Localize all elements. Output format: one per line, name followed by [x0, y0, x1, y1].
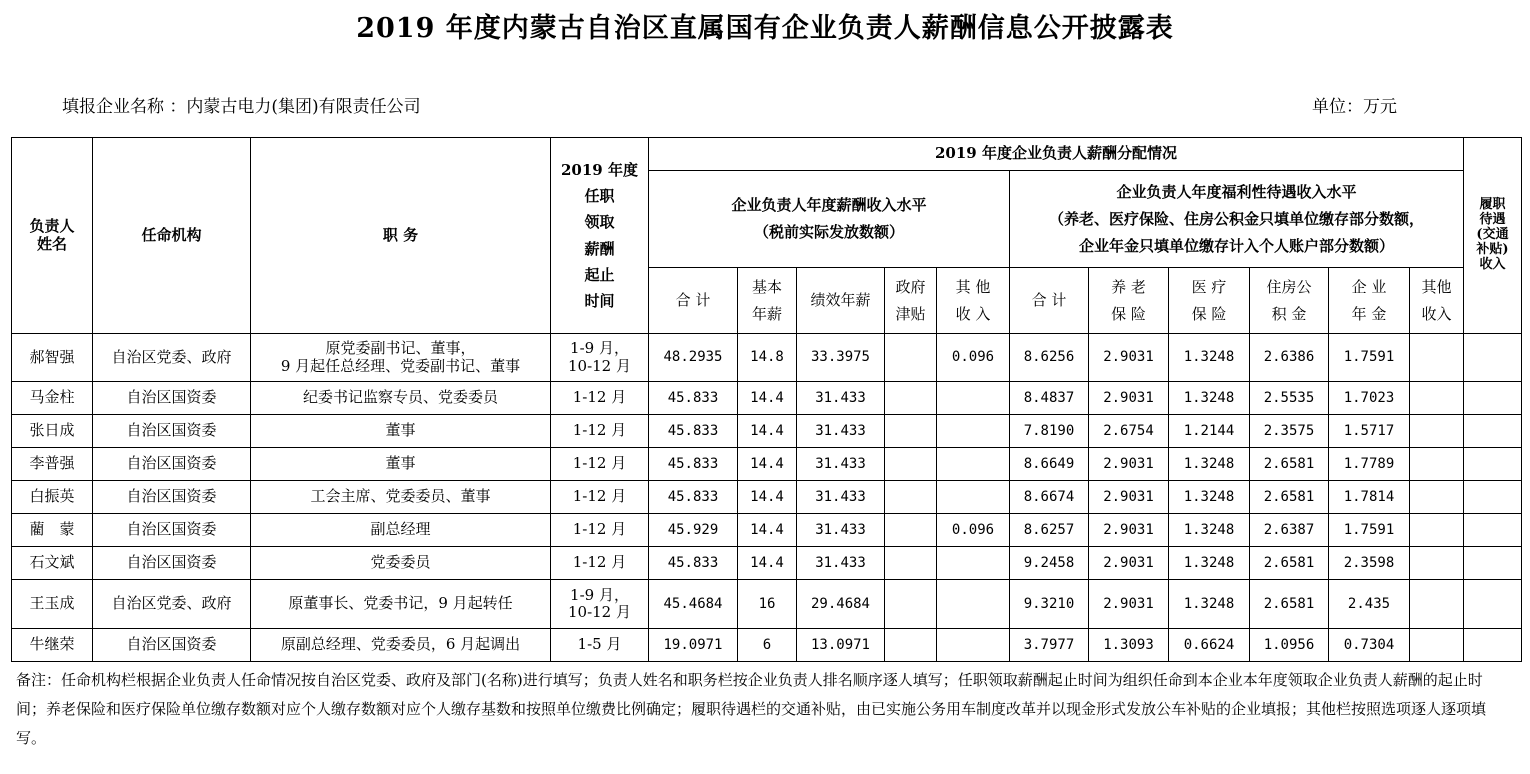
cell-welfare-total: 8.6256 [1010, 334, 1089, 382]
col-header-distribution: 2019 年度企业负责人薪酬分配情况 [649, 138, 1464, 171]
cell-position: 工会主席、党委委员、董事 [251, 481, 551, 514]
cell-org: 自治区国资委 [93, 547, 251, 580]
cell-org: 自治区党委、政府 [93, 334, 251, 382]
cell-salary-other: 0.096 [937, 514, 1010, 547]
cell-salary-other [937, 448, 1010, 481]
cell-base-salary: 14.4 [738, 547, 797, 580]
cell-annuity: 1.7023 [1329, 382, 1410, 415]
cell-medical: 1.3248 [1169, 547, 1250, 580]
cell-period: 1-12 月 [551, 382, 649, 415]
cell-gov-allowance [885, 481, 937, 514]
cell-housing-fund: 2.5535 [1250, 382, 1329, 415]
cell-welfare-other [1410, 415, 1464, 448]
cell-medical: 1.3248 [1169, 448, 1250, 481]
table-row [12, 448, 1522, 481]
cell-housing-fund: 2.6581 [1250, 547, 1329, 580]
cell-base-salary: 14.8 [738, 334, 797, 382]
cell-annuity: 1.7591 [1329, 514, 1410, 547]
company-name-label: 填报企业名称 ：内蒙古电力(集团)有限责任公司 [62, 97, 421, 117]
cell-duty-allowance [1464, 547, 1522, 580]
cell-name: 王玉成 [12, 580, 93, 629]
cell-salary-total: 45.833 [649, 415, 738, 448]
cell-position: 副总经理 [251, 514, 551, 547]
cell-welfare-other [1410, 580, 1464, 629]
cell-gov-allowance [885, 514, 937, 547]
cell-welfare-total: 7.8190 [1010, 415, 1089, 448]
cell-performance-salary: 31.433 [797, 415, 885, 448]
cell-gov-allowance [885, 580, 937, 629]
cell-housing-fund: 2.6581 [1250, 448, 1329, 481]
cell-housing-fund: 2.6581 [1250, 580, 1329, 629]
cell-salary-other [937, 629, 1010, 662]
cell-salary-total: 45.833 [649, 382, 738, 415]
cell-annuity: 0.7304 [1329, 629, 1410, 662]
cell-position: 原副总经理、党委委员，6 月起调出 [251, 629, 551, 662]
cell-housing-fund: 2.3575 [1250, 415, 1329, 448]
table-row [12, 481, 1522, 514]
cell-org: 自治区国资委 [93, 382, 251, 415]
cell-welfare-other [1410, 547, 1464, 580]
col-header-annuity: 企 业 年 金 [1329, 268, 1410, 334]
cell-pension: 2.6754 [1089, 415, 1169, 448]
cell-period: 1-9 月， 10-12 月 [551, 580, 649, 629]
cell-housing-fund: 2.6387 [1250, 514, 1329, 547]
cell-performance-salary: 31.433 [797, 481, 885, 514]
table-row [12, 547, 1522, 580]
cell-salary-total: 45.833 [649, 448, 738, 481]
cell-base-salary: 14.4 [738, 448, 797, 481]
cell-org: 自治区党委、政府 [93, 580, 251, 629]
cell-position: 董事 [251, 448, 551, 481]
cell-position: 纪委书记监察专员、党委委员 [251, 382, 551, 415]
col-header-salary-group: 企业负责人年度薪酬收入水平 （税前实际发放数额） [649, 171, 1010, 268]
cell-salary-other [937, 481, 1010, 514]
cell-name: 藺 蒙 [12, 514, 93, 547]
cell-pension: 2.9031 [1089, 334, 1169, 382]
cell-salary-other [937, 382, 1010, 415]
col-header-housing-fund: 住房公 积 金 [1250, 268, 1329, 334]
cell-position: 党委委员 [251, 547, 551, 580]
cell-name: 马金柱 [12, 382, 93, 415]
cell-welfare-total: 8.6649 [1010, 448, 1089, 481]
col-header-duty-allowance: 履职 待遇 (交通 补贴) 收入 [1464, 138, 1522, 334]
cell-welfare-total: 8.6257 [1010, 514, 1089, 547]
cell-welfare-total: 3.7977 [1010, 629, 1089, 662]
col-header-salary-other: 其 他 收 入 [937, 268, 1010, 334]
cell-housing-fund: 1.0956 [1250, 629, 1329, 662]
cell-medical: 1.3248 [1169, 580, 1250, 629]
cell-salary-total: 45.4684 [649, 580, 738, 629]
cell-gov-allowance [885, 448, 937, 481]
col-header-performance-salary: 绩效年薪 [797, 268, 885, 334]
cell-annuity: 1.7789 [1329, 448, 1410, 481]
cell-gov-allowance [885, 547, 937, 580]
cell-welfare-other [1410, 334, 1464, 382]
cell-welfare-other [1410, 481, 1464, 514]
col-header-name: 负责人 姓名 [12, 138, 93, 334]
cell-position: 董事 [251, 415, 551, 448]
header-row-1 [12, 138, 1522, 171]
cell-pension: 2.9031 [1089, 448, 1169, 481]
cell-welfare-total: 8.6674 [1010, 481, 1089, 514]
cell-org: 自治区国资委 [93, 514, 251, 547]
cell-gov-allowance [885, 415, 937, 448]
cell-welfare-other [1410, 629, 1464, 662]
cell-salary-other [937, 547, 1010, 580]
unit-label: 单位：万元 [1312, 97, 1397, 117]
cell-welfare-total: 9.2458 [1010, 547, 1089, 580]
cell-medical: 1.3248 [1169, 382, 1250, 415]
cell-salary-total: 45.833 [649, 481, 738, 514]
cell-period: 1-9 月， 10-12 月 [551, 334, 649, 382]
cell-pension: 2.9031 [1089, 514, 1169, 547]
cell-welfare-other [1410, 382, 1464, 415]
cell-annuity: 1.7814 [1329, 481, 1410, 514]
cell-annuity: 2.3598 [1329, 547, 1410, 580]
cell-base-salary: 14.4 [738, 415, 797, 448]
table-row [12, 415, 1522, 448]
cell-period: 1-12 月 [551, 514, 649, 547]
cell-name: 牛继荣 [12, 629, 93, 662]
cell-period: 1-5 月 [551, 629, 649, 662]
cell-performance-salary: 13.0971 [797, 629, 885, 662]
cell-salary-other [937, 415, 1010, 448]
cell-duty-allowance [1464, 382, 1522, 415]
cell-duty-allowance [1464, 415, 1522, 448]
cell-salary-other [937, 580, 1010, 629]
table-row [12, 580, 1522, 629]
cell-base-salary: 6 [738, 629, 797, 662]
cell-annuity: 1.5717 [1329, 415, 1410, 448]
col-header-pension: 养 老 保 险 [1089, 268, 1169, 334]
cell-housing-fund: 2.6581 [1250, 481, 1329, 514]
cell-gov-allowance [885, 382, 937, 415]
cell-salary-total: 19.0971 [649, 629, 738, 662]
cell-org: 自治区国资委 [93, 629, 251, 662]
cell-org: 自治区国资委 [93, 448, 251, 481]
cell-performance-salary: 31.433 [797, 547, 885, 580]
cell-performance-salary: 31.433 [797, 514, 885, 547]
cell-medical: 1.3248 [1169, 481, 1250, 514]
cell-name: 张日成 [12, 415, 93, 448]
cell-base-salary: 16 [738, 580, 797, 629]
cell-salary-total: 48.2935 [649, 334, 738, 382]
table-row [12, 382, 1522, 415]
cell-pension: 2.9031 [1089, 481, 1169, 514]
cell-gov-allowance [885, 629, 937, 662]
cell-pension: 1.3093 [1089, 629, 1169, 662]
table-row [12, 514, 1522, 547]
footnote: 备注：任命机构栏根据企业负责人任命情况按自治区党委、政府及部门(名称)进行填写；负责人姓名和职务栏按企业负责人排名顺序逐人填写；任职领取薪酬起止时间为组织任命到本企业本年度领取企业负责人薪酬的起止时间；养老保险和医疗保险单位缴存数额对应个人缴存数额对应个人缴存基数和按照单位缴费比例确定；履职待遇栏的交通补贴，由已实施公务用车制度改革并以现金形式发放公车补贴的企业填报；其他栏按照选项逐人逐项填写。 [16, 671, 1487, 747]
cell-duty-allowance [1464, 334, 1522, 382]
cell-duty-allowance [1464, 448, 1522, 481]
cell-position: 原董事长、党委书记，9 月起转任 [251, 580, 551, 629]
cell-period: 1-12 月 [551, 547, 649, 580]
col-header-salary-total: 合 计 [649, 268, 738, 334]
cell-position: 原党委副书记、董事， 9 月起任总经理、党委副书记、董事 [251, 334, 551, 382]
col-header-position: 职 务 [251, 138, 551, 334]
table-row [12, 629, 1522, 662]
table-row [12, 334, 1522, 382]
cell-name: 石文斌 [12, 547, 93, 580]
salary-table [11, 137, 1522, 662]
cell-annuity: 1.7591 [1329, 334, 1410, 382]
col-header-gov-allowance: 政府 津贴 [885, 268, 937, 334]
cell-org: 自治区国资委 [93, 481, 251, 514]
cell-gov-allowance [885, 334, 937, 382]
cell-name: 李普强 [12, 448, 93, 481]
col-header-welfare-group: 企业负责人年度福利性待遇收入水平 （养老、医疗保险、住房公积金只填单位缴存部分数额， 企业年金只填单位缴存计入个人账户部分数额） [1010, 171, 1464, 268]
cell-pension: 2.9031 [1089, 382, 1169, 415]
col-header-welfare-other: 其他 收入 [1410, 268, 1464, 334]
cell-annuity: 2.435 [1329, 580, 1410, 629]
cell-pension: 2.9031 [1089, 547, 1169, 580]
cell-welfare-other [1410, 448, 1464, 481]
cell-name: 郝智强 [12, 334, 93, 382]
cell-period: 1-12 月 [551, 481, 649, 514]
cell-salary-other: 0.096 [937, 334, 1010, 382]
cell-base-salary: 14.4 [738, 481, 797, 514]
cell-medical: 1.3248 [1169, 334, 1250, 382]
cell-period: 1-12 月 [551, 448, 649, 481]
col-header-medical: 医 疗 保 险 [1169, 268, 1250, 334]
cell-name: 白振英 [12, 481, 93, 514]
cell-pension: 2.9031 [1089, 580, 1169, 629]
cell-performance-salary: 29.4684 [797, 580, 885, 629]
cell-duty-allowance [1464, 580, 1522, 629]
cell-period: 1-12 月 [551, 415, 649, 448]
cell-base-salary: 14.4 [738, 514, 797, 547]
cell-medical: 0.6624 [1169, 629, 1250, 662]
cell-medical: 1.2144 [1169, 415, 1250, 448]
cell-duty-allowance [1464, 629, 1522, 662]
cell-salary-total: 45.833 [649, 547, 738, 580]
cell-welfare-total: 8.4837 [1010, 382, 1089, 415]
col-header-org: 任命机构 [93, 138, 251, 334]
col-header-period: 2019 年度 任职 领取 薪酬 起止 时间 [551, 138, 649, 334]
cell-duty-allowance [1464, 481, 1522, 514]
col-header-welfare-total: 合 计 [1010, 268, 1089, 334]
cell-salary-total: 45.929 [649, 514, 738, 547]
col-header-base-salary: 基本 年薪 [738, 268, 797, 334]
cell-base-salary: 14.4 [738, 382, 797, 415]
cell-welfare-other [1410, 514, 1464, 547]
cell-performance-salary: 31.433 [797, 382, 885, 415]
cell-medical: 1.3248 [1169, 514, 1250, 547]
cell-performance-salary: 31.433 [797, 448, 885, 481]
cell-duty-allowance [1464, 514, 1522, 547]
cell-housing-fund: 2.6386 [1250, 334, 1329, 382]
cell-welfare-total: 9.3210 [1010, 580, 1089, 629]
cell-performance-salary: 33.3975 [797, 334, 885, 382]
cell-org: 自治区国资委 [93, 415, 251, 448]
page-title: 2019 年度内蒙古自治区直属国有企业负责人薪酬信息公开披露表 [356, 13, 1174, 44]
